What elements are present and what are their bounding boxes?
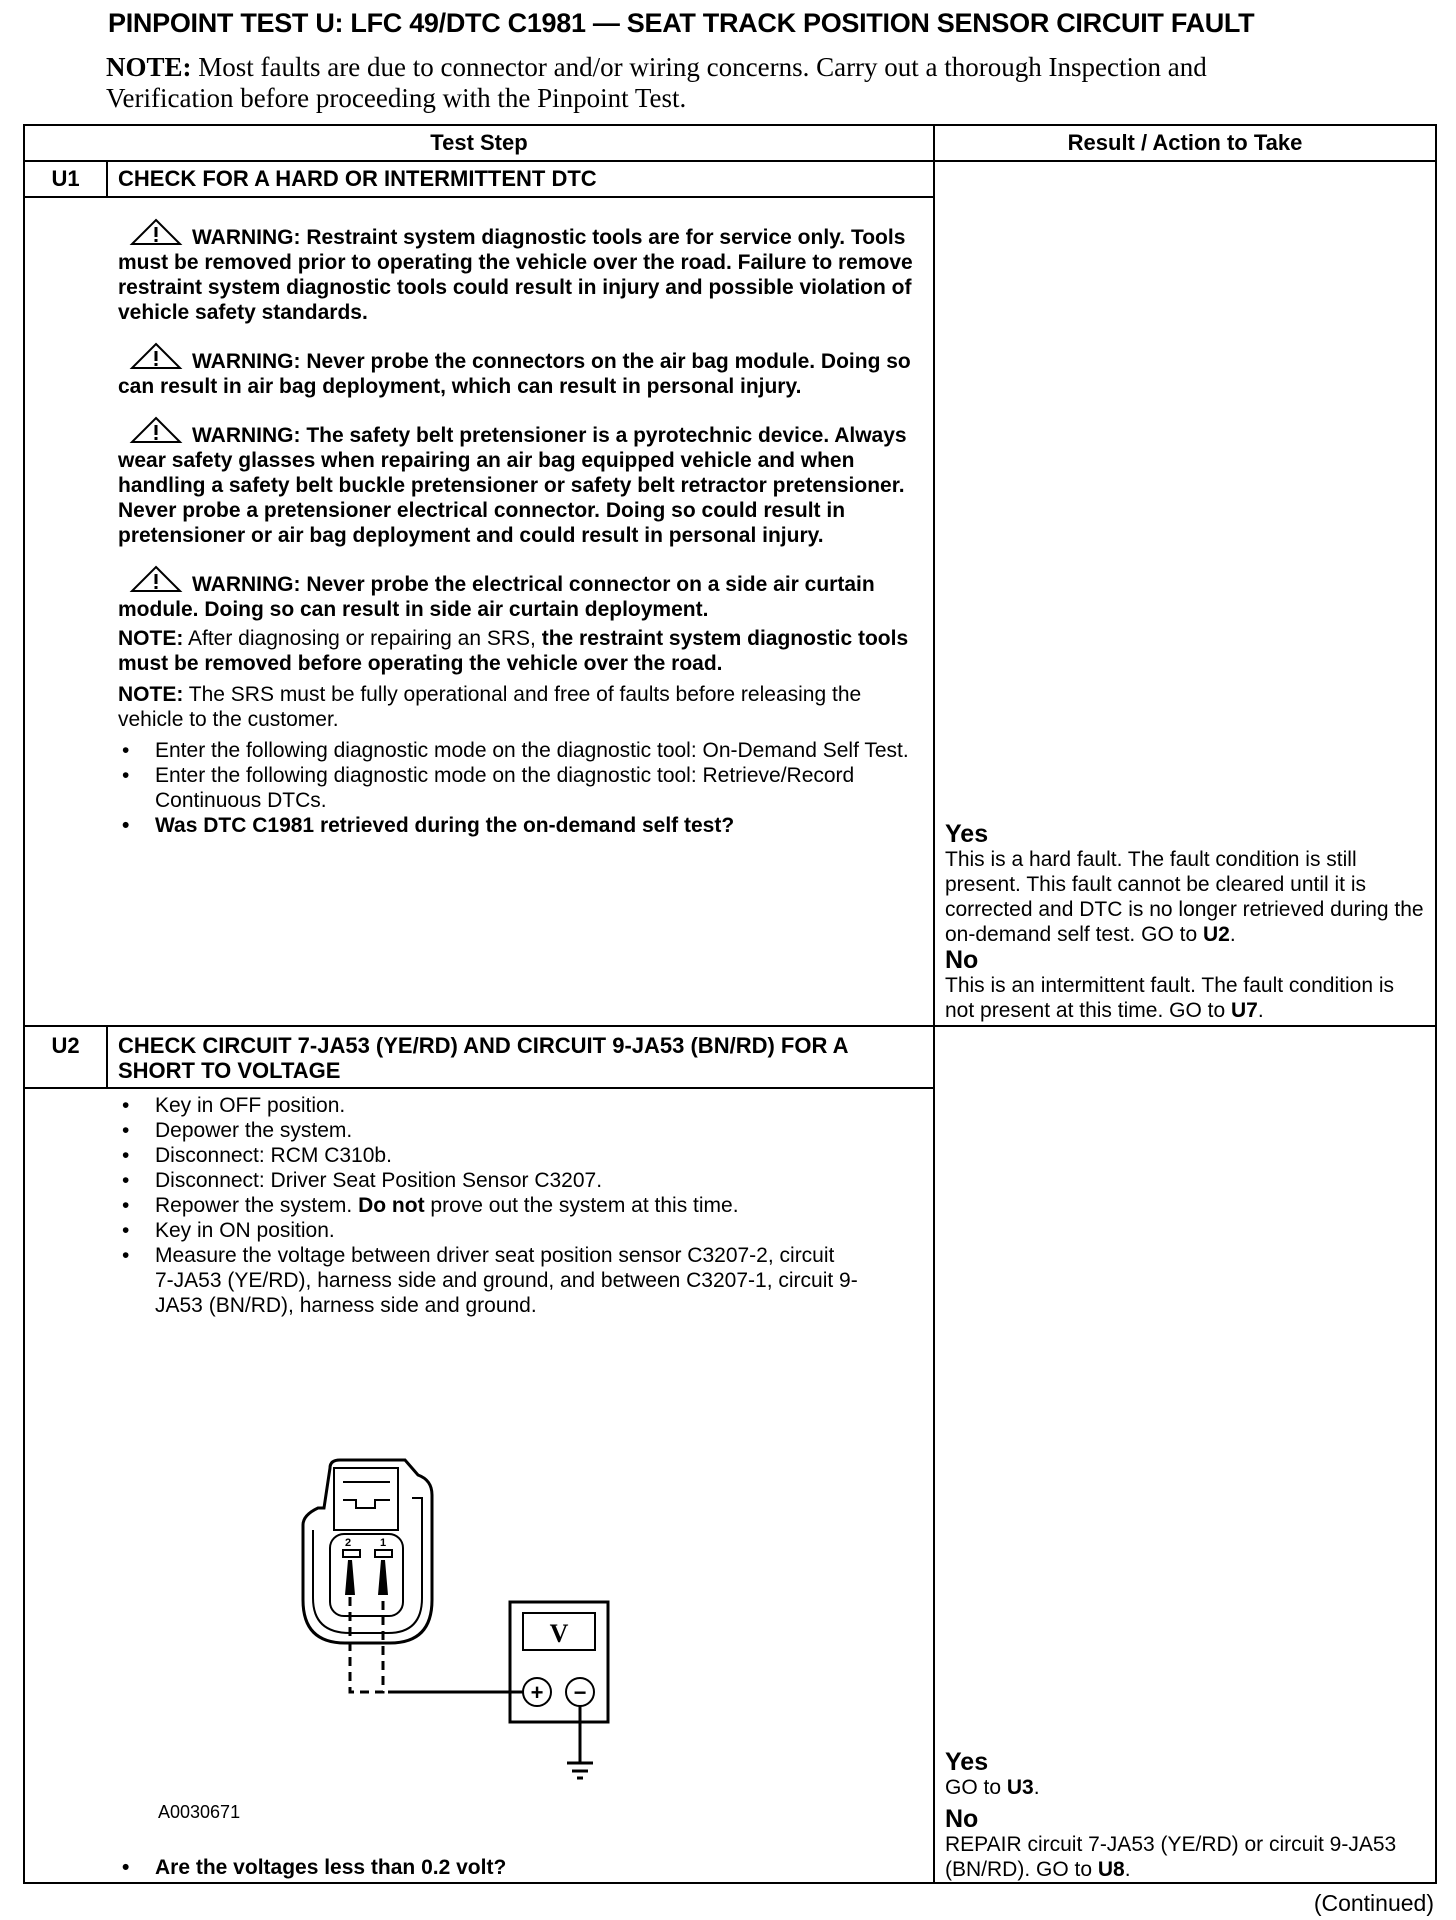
figure-id: A0030671 [158, 1802, 241, 1822]
no-action: This is an intermittent fault. The fault condition is not present at this time. GO to U7. [945, 974, 1394, 1022]
pin-label: 2 [345, 1537, 352, 1549]
goto-link[interactable]: U3 [1006, 1776, 1034, 1799]
no-label: No [945, 946, 979, 974]
header-test-step: Test Step [430, 130, 528, 155]
continued-label: (Continued) [1313, 1890, 1434, 1916]
list-item: • Disconnect: RCM C310b. [118, 1143, 918, 1168]
no-action: REPAIR circuit 7-JA53 (YE/RD) or circuit 9-JA53 (BN/RD). GO to U8. [945, 1833, 1397, 1881]
step-id: U1 [51, 166, 80, 191]
note-text: Most faults are due to connector and/or wiring concerns. Carry out a thorough Inspection and Verification before proceeding with the Pinpoint Test. [106, 52, 1207, 113]
list-item: • Depower the system. [118, 1118, 918, 1143]
step-title: CHECK CIRCUIT 7-JA53 (YE/RD) AND CIRCUIT 9-JA53 (BN/RD) FOR A SHORT TO VOLTAGE [118, 1033, 848, 1083]
plus-terminal: + [530, 1680, 544, 1705]
pin-label: 1 [380, 1537, 387, 1549]
minus-terminal: − [573, 1680, 587, 1705]
warning: WARNING: The safety belt pretensioner is a pyrotechnic device. Always wear safety glasses when repairing an air bag equipped vehicle and when handling a safety belt buckle pretensioner or safety belt retractor pretensioner. Never probe a pretensioner electrical connector. Doing so could result in pretensioner or air bag deployment and could result in personal injury. [118, 416, 918, 548]
goto-link[interactable]: U2 [1202, 923, 1230, 946]
list-item: • Enter the following diagnostic mode on the diagnostic tool: On-Demand Self Test. [118, 738, 918, 763]
goto-link[interactable]: U8 [1097, 1858, 1125, 1881]
yes-label: Yes [945, 820, 989, 848]
no-label: No [945, 1805, 979, 1833]
list-item: • Disconnect: Driver Seat Position Sensor C3207. [118, 1168, 918, 1193]
step-id: U2 [51, 1033, 80, 1058]
ground-icon [567, 1763, 593, 1778]
note-label: NOTE: [106, 52, 192, 82]
yes-label: Yes [945, 1748, 989, 1776]
probe-icon [345, 1560, 388, 1595]
page-title: PINPOINT TEST U: LFC 49/DTC C1981 — SEAT TRACK POSITION SENSOR CIRCUIT FAULT [108, 8, 1255, 38]
warning: WARNING: Restraint system diagnostic tools are for service only. Tools must be removed prior to operating the vehicle over the road. Failure to remove restraint system diagnostic tools could result in injury and possible violation of vehicle safety standards. [118, 218, 918, 325]
list-item: • Key in ON position. [118, 1218, 918, 1243]
step-title: CHECK FOR A HARD OR INTERMITTENT DTC [118, 166, 597, 191]
yes-action: GO to U3. [945, 1776, 1040, 1799]
list-item: • Repower the system. Do not prove out the system at this time. [118, 1193, 918, 1218]
note: NOTE: After diagnosing or repairing an SRS, the restraint system diagnostic tools must be removed before operating the vehicle over the road. [118, 627, 909, 675]
header-result: Result / Action to Take [1067, 130, 1303, 155]
list-item: • Key in OFF position. [118, 1093, 918, 1118]
warning: WARNING: Never probe the electrical connector on a side air curtain module. Doing so can result in side air curtain deployment. [118, 565, 918, 622]
goto-link[interactable]: U7 [1230, 999, 1258, 1022]
connector-icon [303, 1460, 432, 1692]
list-item: • Enter the following diagnostic mode on the diagnostic tool: Retrieve/Record Continuous DTCs. [118, 763, 918, 813]
list-item-question: • Are the voltages less than 0.2 volt? [118, 1855, 918, 1880]
meter-label: V [549, 1619, 569, 1648]
list-item-question: • Was DTC C1981 retrieved during the on-demand self test? [118, 813, 918, 838]
warning: WARNING: Never probe the connectors on the air bag module. Doing so can result in air bag deployment, which can result in personal injury. [118, 342, 918, 399]
note: NOTE: The SRS must be fully operational and free of faults before releasing the vehicle to the customer. [118, 683, 862, 731]
yes-action: This is a hard fault. The fault condition is still present. This fault cannot be cleared until it is corrected and DTC is no longer retrieved during the on-demand self test. GO to U2. [945, 848, 1424, 946]
list-item: • Measure the voltage between driver seat position sensor C3207-2, circuit 7-JA53 (YE/RD), harness side and ground, and between C3207-1, circuit 9-JA53 (BN/RD), harness side and ground. [118, 1243, 918, 1318]
